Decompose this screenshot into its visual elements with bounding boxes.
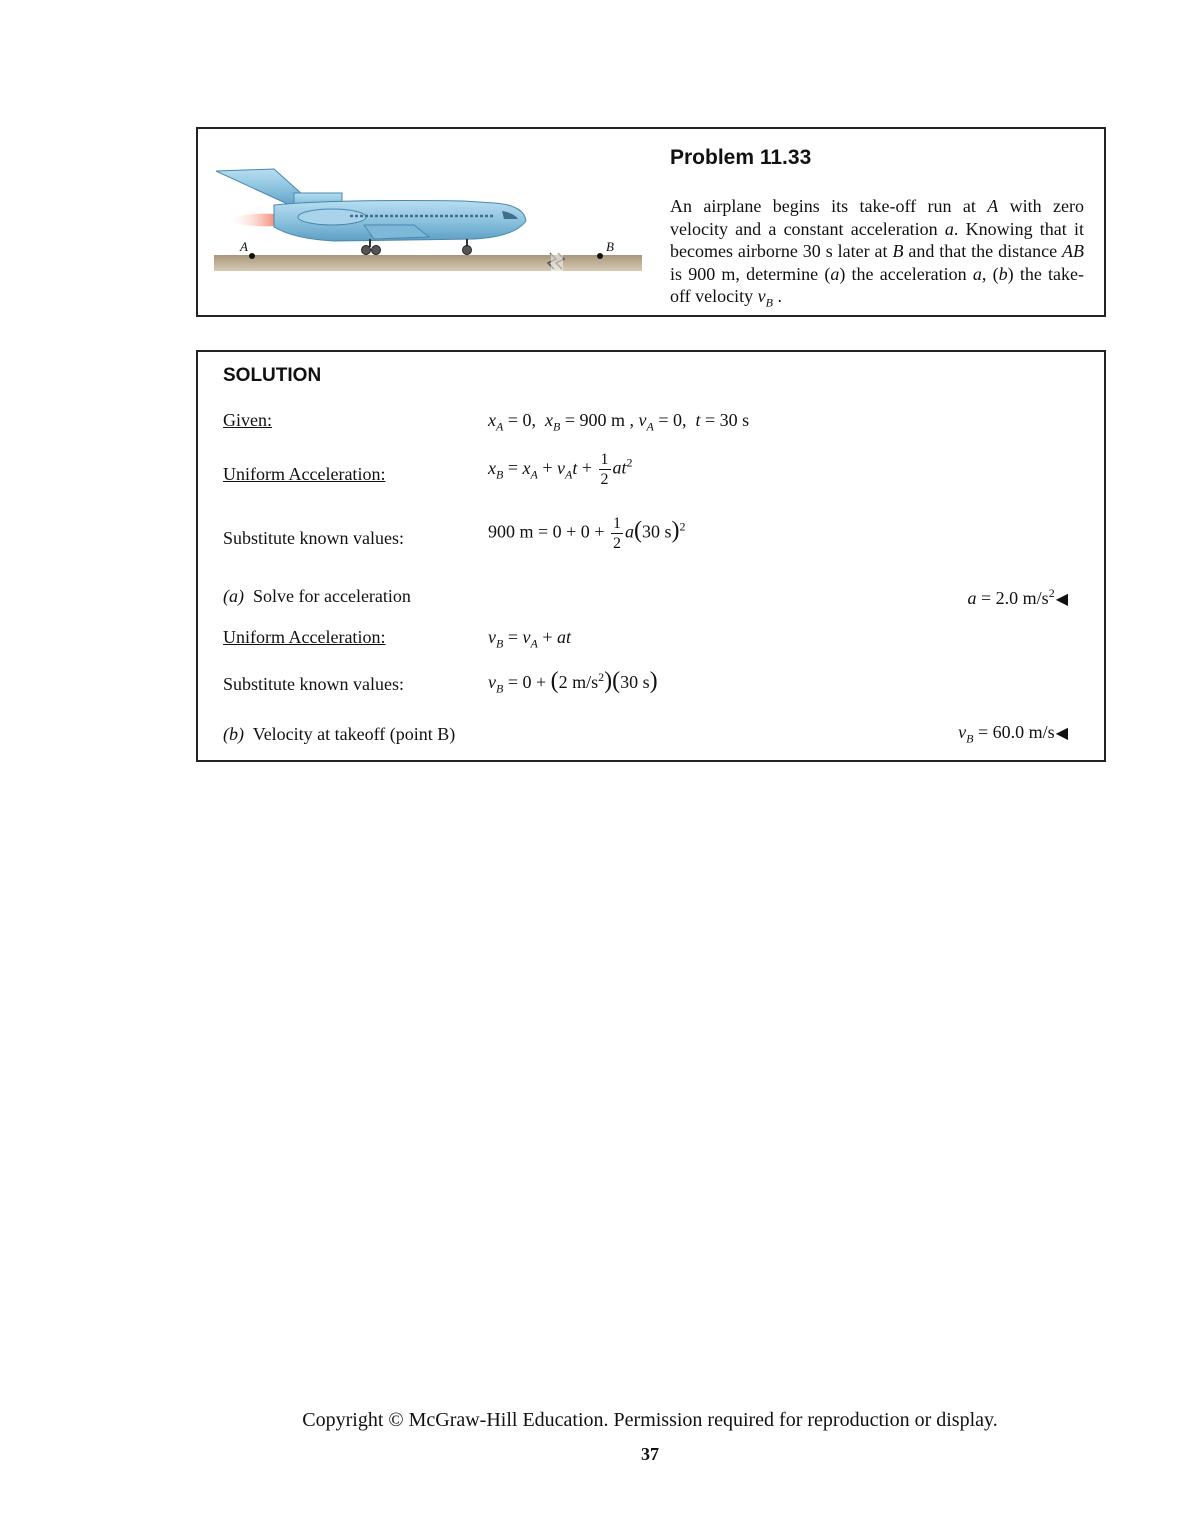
uniform-acceleration-equation-2: $v_B = v_A$ + at bbox=[488, 627, 572, 651]
solution-box bbox=[196, 350, 1106, 762]
point-a-label: A bbox=[240, 239, 248, 254]
ground-strip bbox=[214, 255, 642, 271]
uniform-acceleration-label-2: Uniform Acceleration: bbox=[223, 627, 386, 647]
part-a-result: a = 2.0 $m/s^2◀$ bbox=[967, 586, 1068, 608]
point-b-marker bbox=[597, 253, 603, 259]
substitute-label-2: Substitute known values: bbox=[223, 674, 404, 694]
substitute-label-1: Substitute known values: bbox=[223, 528, 404, 548]
point-a-marker bbox=[249, 253, 255, 259]
uniform-acceleration-label-1: Uniform Acceleration: bbox=[223, 464, 386, 484]
airplane-figure bbox=[214, 159, 654, 319]
part-b-text: Velocity at takeoff (point B) bbox=[252, 724, 456, 744]
answer-arrow-icon: ◀ bbox=[1055, 591, 1068, 608]
substitute-equation-1: 900 m = 0 + 0 + $\frac{1}{2}$ a(30 s)$^2$ bbox=[488, 515, 686, 552]
problem-statement: An airplane begins its take-off run at A with zero velocity and a constant acceleration a. Knowing that it becomes airborne 30 s later at B and that the distance AB is 900 m, determine (a) the acceleration a, (b) the take-off velocity $v_B$ . bbox=[670, 196, 1084, 310]
part-b-line bbox=[223, 724, 455, 745]
answer-arrow-icon: ◀ bbox=[1055, 725, 1068, 742]
page-number: 37 bbox=[641, 1444, 659, 1464]
copyright-notice: Copyright © McGraw-Hill Education. Permission required for reproduction or display. bbox=[302, 1409, 998, 1431]
part-b-result: $v_B = 60.0$ m/s◀ bbox=[958, 722, 1068, 746]
solution-heading: SOLUTION bbox=[223, 365, 322, 386]
part-b-label: (b) bbox=[223, 724, 244, 744]
given-equation: $x_A = 0$, $x_B = 900$ m , $v_A = 0$, t = 30 s bbox=[488, 410, 750, 434]
part-a-label: (a) bbox=[223, 586, 244, 606]
problem-title: Problem 11.33 bbox=[670, 146, 812, 169]
part-a-text: Solve for acceleration bbox=[253, 586, 411, 606]
given-label: Given: bbox=[223, 410, 272, 430]
substitute-equation-2: $v_B = 0 + (2$ $m/s^2)(30$ s) bbox=[488, 668, 658, 696]
point-b-label: B bbox=[606, 239, 614, 254]
part-a-line bbox=[223, 586, 411, 607]
problem-box bbox=[196, 127, 1106, 317]
uniform-acceleration-equation-1: $x_B = x_A + v_At$ + $\frac{1}{2}$ $at^2$ bbox=[488, 451, 633, 488]
